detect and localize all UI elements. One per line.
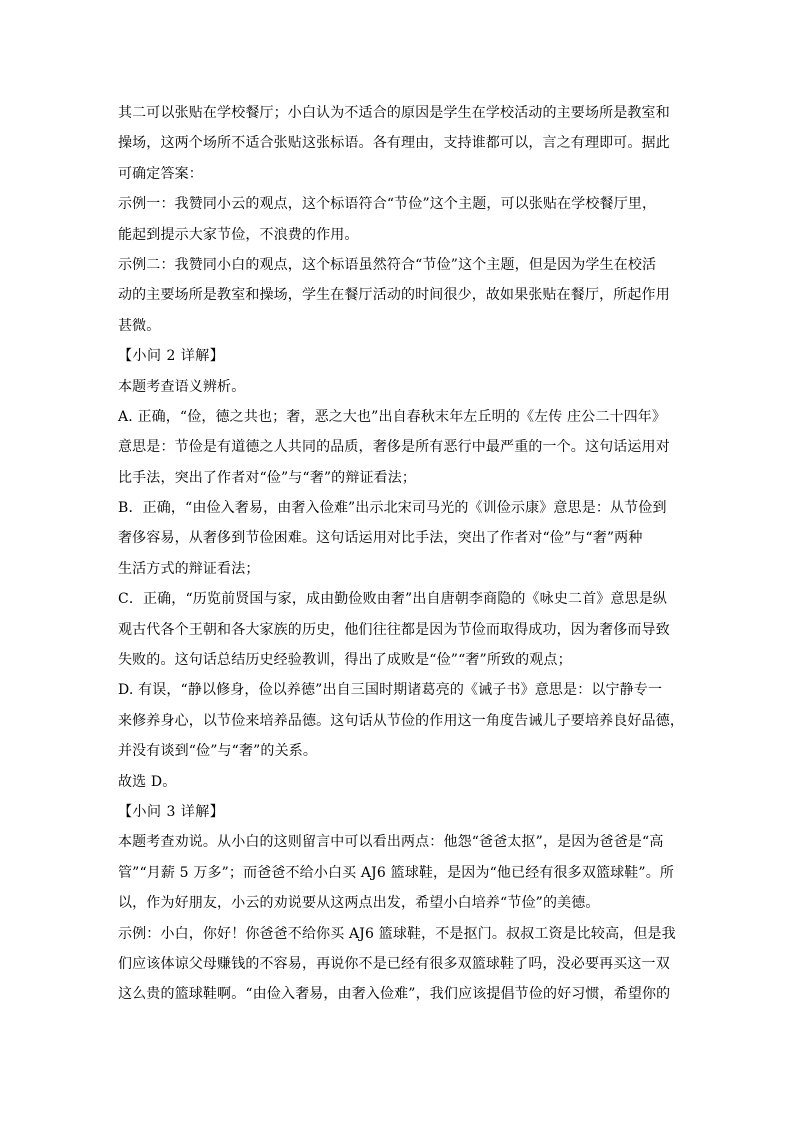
text-line: 奢侈容易，从奢侈到节俭困难。这句话运用对比手法，突出了作者对“俭”与“奢”两种 [118,530,643,547]
text-line: 可确定答案： [118,165,203,182]
text-line: 这么贵的篮球鞋啊。“由俭入奢易，由奢入俭难”，我们应该提倡节俭的好习惯，希望你的 [118,986,671,1003]
text-line: B．正确，“由俭入奢易，由奢入俭难”出示北宋司马光的《训俭示康》意思是：从节俭到 [118,500,667,517]
text-line: 来修养身心，以节俭来培养品德。这句话从节俭的作用这一角度告诫儿子要培养良好品德， [118,712,684,729]
text-line: 本题考查劝说。从小白的这则留言中可以看出两点：他怨“爸爸太抠”，是因为爸爸是“高 [118,834,664,851]
text-line: 示例：小白，你好！你爸爸不给你买 AJ6 篮球鞋，不是抠门。叔叔工资是比较高，但是我 [118,925,676,942]
text-line: 本题考查语义辨析。 [118,378,246,395]
text-line: 意思是：节俭是有道德之人共同的品质，奢侈是所有恶行中最严重的一个。这句话运用对 [118,439,670,456]
text-line: 示例二：我赞同小白的观点，这个标语虽然符合“节俭”这个主题，但是因为学生在校活 [118,256,657,273]
text-line: 并没有谈到“俭”与“奢”的关系。 [118,743,318,760]
text-line: A. 正确，“俭，德之共也；奢，恶之大也”出自春秋末年左丘明的《左传 庄公二十四年》 [118,408,667,425]
text-line: 观古代各个王朝和各大家族的历史，他们往往都是因为节俭而取得成功，因为奢侈而导致 [118,621,670,638]
text-line: 能起到提示大家节俭，不浪费的作用。 [118,226,359,243]
section-heading: 【小问 2 详解】 [118,348,225,365]
text-line: 动的主要场所是教室和操场，学生在餐厅活动的时间很少，故如果张贴在餐厅，所起作用 [118,287,670,304]
text-line: 比手法，突出了作者对“俭”与“奢”的辩证看法； [118,469,417,486]
text-line: 以，作为好朋友，小云的劝说要从这两点出发，希望小白培养“节俭”的美德。 [118,895,600,912]
text-line: D. 有误，“静以修身，俭以养德”出自三国时期诸葛亮的《诫子书》意思是：以宁静专一 [118,682,663,699]
text-line: 示例一：我赞同小云的观点，这个标语符合“节俭”这个主题，可以张贴在学校餐厅里， [118,196,657,213]
text-line: 操场，这两个场所不适合张贴这张标语。各有理由，支持谁都可以，言之有理即可。据此 [118,135,670,152]
text-line: 失败的。这句话总结历史经验教训，得出了成败是“俭”“奢”所致的观点； [118,652,572,669]
text-line: 们应该体谅父母赚钱的不容易，再说你不是已经有很多双篮球鞋了吗，没必要再买这一双 [118,955,670,972]
text-line: C．正确，“历览前贤国与家，成由勤俭败由奢”出自唐朝李商隐的《咏史二首》意思是纵 [118,591,668,608]
document-page [118,98,684,1010]
text-line: 管”“月薪 5 万多”；而爸爸不给小白买 AJ6 篮球鞋，是因为“他已经有很多双篮球鞋”。所 [118,864,675,881]
section-heading: 【小问 3 详解】 [118,803,225,820]
text-line: 甚微。 [118,317,161,334]
text-line: 故选 D。 [118,773,177,790]
text-line: 其二可以张贴在学校餐厅；小白认为不适合的原因是学生在学校活动的主要场所是教室和 [118,105,670,121]
text-line: 生活方式的辩证看法； [118,560,260,577]
